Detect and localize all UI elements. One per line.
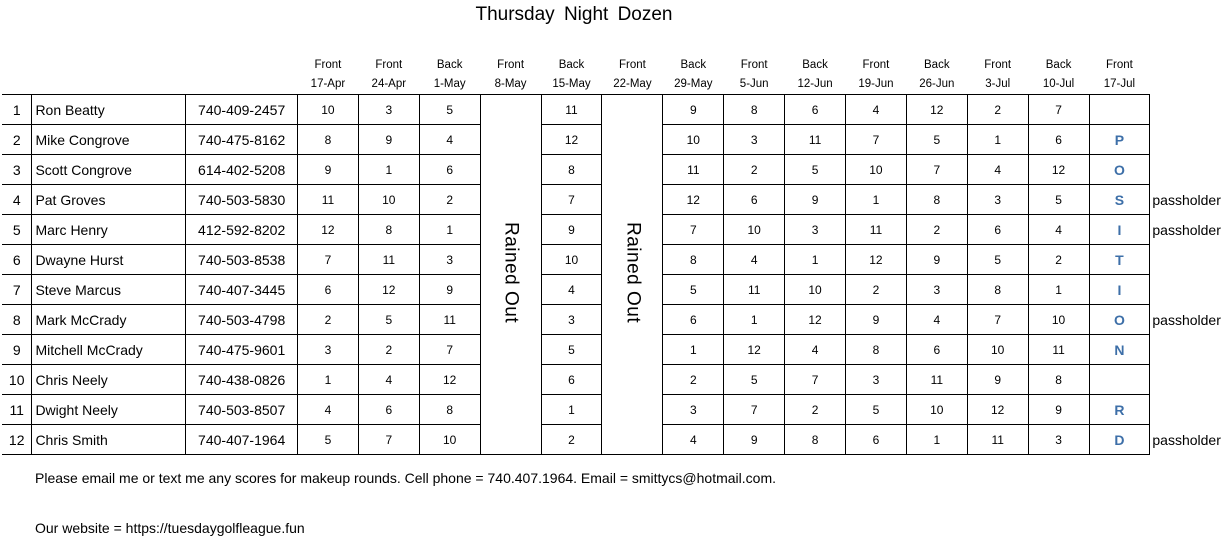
- score-cell: 1: [298, 365, 359, 395]
- score-cell: 3: [906, 275, 967, 305]
- player-number: 5: [2, 215, 32, 245]
- score-cell: 8: [541, 155, 602, 185]
- score-cell: 12: [663, 185, 724, 215]
- score-cell: 12: [785, 305, 846, 335]
- position-letter: I: [1089, 215, 1150, 245]
- score-cell: 10: [663, 125, 724, 155]
- passholder-note: [1150, 275, 1224, 305]
- week-nine: Front: [984, 59, 1012, 71]
- score-cell: 2: [724, 155, 785, 185]
- passholder-note: passholder: [1152, 191, 1221, 208]
- score-cell: 4: [967, 155, 1028, 185]
- score-cell: 9: [724, 425, 785, 455]
- score-cell: 7: [967, 305, 1028, 335]
- score-cell: 1: [663, 335, 724, 365]
- score-cell: 3: [663, 395, 724, 425]
- score-cell: 3: [541, 305, 602, 335]
- player-phone: 740-409-2457: [186, 95, 298, 125]
- position-letter: S: [1089, 185, 1150, 215]
- player-phone: 740-475-9601: [186, 335, 298, 365]
- score-cell: 10: [541, 245, 602, 275]
- week-nine: Back: [924, 59, 950, 71]
- position-letter: T: [1089, 245, 1150, 275]
- score-cell: 6: [419, 155, 480, 185]
- score-cell: 10: [298, 95, 359, 125]
- score-cell: 7: [541, 185, 602, 215]
- player-name: Mike Congrove: [32, 125, 186, 155]
- week-header: [724, 56, 785, 95]
- rained-out-cell: [480, 95, 541, 455]
- score-cell: 9: [358, 125, 419, 155]
- week-date: 12-Jun: [797, 78, 833, 90]
- player-name: Pat Groves: [32, 185, 186, 215]
- score-cell: 1: [541, 395, 602, 425]
- player-phone: 740-407-3445: [186, 275, 298, 305]
- score-cell: 12: [846, 245, 907, 275]
- score-cell: 9: [785, 185, 846, 215]
- score-cell: 7: [906, 155, 967, 185]
- week-nine: Front: [375, 59, 403, 71]
- week-date: 29-May: [674, 78, 713, 90]
- score-cell: 4: [541, 275, 602, 305]
- score-cell: 1: [906, 425, 967, 455]
- score-cell: 8: [906, 185, 967, 215]
- score-cell: 10: [967, 335, 1028, 365]
- score-cell: 5: [541, 335, 602, 365]
- score-cell: 12: [1028, 155, 1089, 185]
- score-cell: 10: [785, 275, 846, 305]
- score-cell: 7: [785, 365, 846, 395]
- position-letter: O: [1089, 155, 1150, 185]
- player-number: 1: [2, 95, 32, 125]
- week-header: [1028, 56, 1089, 95]
- score-cell: 2: [541, 425, 602, 455]
- score-cell: 4: [358, 365, 419, 395]
- score-cell: 3: [785, 215, 846, 245]
- score-cell: 2: [358, 335, 419, 365]
- week-date: 22-May: [613, 78, 652, 90]
- score-cell: 11: [419, 305, 480, 335]
- score-cell: 3: [358, 95, 419, 125]
- week-date: 19-Jun: [858, 78, 894, 90]
- week-date: 17-Apr: [310, 78, 346, 90]
- rained-out-label: Rained Out: [622, 222, 644, 324]
- week-header: [846, 56, 907, 95]
- week-date: 10-Jul: [1042, 78, 1075, 90]
- score-cell: 1: [419, 215, 480, 245]
- score-cell: 10: [1028, 305, 1089, 335]
- score-cell: 5: [419, 95, 480, 125]
- player-number: 9: [2, 335, 32, 365]
- score-cell: 11: [298, 185, 359, 215]
- week-nine: Back: [680, 59, 707, 71]
- rained-out-label: Rained Out: [500, 222, 522, 324]
- player-phone: 740-503-4798: [186, 305, 298, 335]
- score-cell: 7: [846, 125, 907, 155]
- position-letter: [1089, 95, 1150, 125]
- passholder-note: [1150, 245, 1224, 275]
- score-cell: 9: [1028, 395, 1089, 425]
- week-header: [541, 56, 602, 95]
- player-number: 3: [2, 155, 32, 185]
- passholder-note: [1150, 365, 1224, 395]
- score-cell: 4: [663, 425, 724, 455]
- player-row: [2, 95, 1224, 125]
- score-cell: 11: [724, 275, 785, 305]
- week-nine: Front: [618, 59, 646, 71]
- score-cell: 1: [724, 305, 785, 335]
- player-name: Ron Beatty: [32, 95, 186, 125]
- website-note: Our website = https://tuesdaygolfleague.fun: [35, 520, 305, 536]
- score-cell: 8: [358, 215, 419, 245]
- week-nine: Front: [1106, 59, 1133, 71]
- week-date: 17-Jul: [1103, 78, 1136, 90]
- player-phone: 740-503-5830: [186, 185, 298, 215]
- passholder-note: passholder: [1152, 311, 1221, 328]
- score-cell: 4: [785, 335, 846, 365]
- score-cell: 12: [541, 125, 602, 155]
- player-phone: 412-592-8202: [186, 215, 298, 245]
- score-cell: 2: [785, 395, 846, 425]
- week-header: [967, 56, 1028, 95]
- player-name: Mitchell McCrady: [32, 335, 186, 365]
- score-cell: 1: [358, 155, 419, 185]
- score-cell: 6: [1028, 125, 1089, 155]
- player-phone: 740-503-8507: [186, 395, 298, 425]
- score-cell: 8: [785, 425, 846, 455]
- score-cell: 5: [906, 125, 967, 155]
- position-letter: P: [1089, 125, 1150, 155]
- player-phone: 740-475-8162: [186, 125, 298, 155]
- page-title: Thursday Night Dozen: [475, 4, 673, 25]
- score-cell: 4: [1028, 215, 1089, 245]
- week-header: [358, 56, 419, 95]
- score-cell: 6: [298, 275, 359, 305]
- rained-out-cell: [602, 95, 663, 455]
- score-cell: 4: [724, 245, 785, 275]
- player-number: 4: [2, 185, 32, 215]
- score-cell: 5: [724, 365, 785, 395]
- score-cell: 7: [663, 215, 724, 245]
- player-name: Dwayne Hurst: [32, 245, 186, 275]
- score-cell: 4: [298, 395, 359, 425]
- score-cell: 9: [906, 245, 967, 275]
- contact-note: Please email me or text me any scores for makeup rounds. Cell phone = 740.407.1964. Email = smittycs@hotmail.com.: [35, 470, 777, 486]
- score-cell: 9: [298, 155, 359, 185]
- score-cell: 3: [419, 245, 480, 275]
- score-cell: 12: [967, 395, 1028, 425]
- score-cell: 4: [906, 305, 967, 335]
- week-nine: Back: [558, 59, 585, 71]
- week-header: [906, 56, 967, 95]
- position-letter: [1089, 365, 1150, 395]
- player-number: 7: [2, 275, 32, 305]
- score-cell: 11: [541, 95, 602, 125]
- header-row: [2, 56, 1224, 95]
- score-cell: 11: [967, 425, 1028, 455]
- week-date: 26-Jun: [919, 78, 955, 90]
- score-cell: 12: [358, 275, 419, 305]
- score-cell: 12: [724, 335, 785, 365]
- score-cell: 12: [906, 95, 967, 125]
- player-name: Chris Neely: [32, 365, 186, 395]
- score-cell: 6: [846, 425, 907, 455]
- score-cell: 11: [846, 215, 907, 245]
- score-cell: 12: [419, 365, 480, 395]
- player-number: 10: [2, 365, 32, 395]
- score-cell: 3: [967, 185, 1028, 215]
- score-cell: 7: [358, 425, 419, 455]
- score-cell: 9: [967, 365, 1028, 395]
- week-header: [480, 56, 541, 95]
- score-cell: 1: [1028, 275, 1089, 305]
- week-date: 24-Apr: [371, 78, 407, 90]
- schedule-table: [2, 56, 1224, 455]
- score-cell: 7: [1028, 95, 1089, 125]
- score-cell: 11: [785, 125, 846, 155]
- score-cell: 6: [906, 335, 967, 365]
- week-nine: Front: [497, 59, 525, 71]
- score-cell: 5: [785, 155, 846, 185]
- score-cell: 7: [419, 335, 480, 365]
- score-cell: 8: [1028, 365, 1089, 395]
- week-header: [663, 56, 724, 95]
- score-cell: 10: [419, 425, 480, 455]
- score-cell: 6: [358, 395, 419, 425]
- score-cell: 2: [663, 365, 724, 395]
- score-cell: 3: [846, 365, 907, 395]
- score-cell: 2: [846, 275, 907, 305]
- score-cell: 7: [298, 245, 359, 275]
- score-cell: 1: [785, 245, 846, 275]
- player-name: Scott Congrove: [32, 155, 186, 185]
- score-cell: 6: [663, 305, 724, 335]
- score-cell: 8: [846, 335, 907, 365]
- player-number: 6: [2, 245, 32, 275]
- score-cell: 4: [846, 95, 907, 125]
- player-phone: 740-503-8538: [186, 245, 298, 275]
- score-cell: 8: [298, 125, 359, 155]
- week-nine: Back: [436, 59, 463, 71]
- score-cell: 2: [1028, 245, 1089, 275]
- score-cell: 11: [358, 245, 419, 275]
- week-header: [1089, 56, 1150, 95]
- score-cell: 2: [419, 185, 480, 215]
- week-nine: Back: [1045, 59, 1072, 71]
- score-cell: 5: [358, 305, 419, 335]
- week-nine: Front: [740, 59, 768, 71]
- player-name: Steve Marcus: [32, 275, 186, 305]
- week-date: 5-Jun: [739, 78, 769, 90]
- player-name: Mark McCrady: [32, 305, 186, 335]
- player-phone: 740-407-1964: [186, 425, 298, 455]
- week-header: [298, 56, 359, 95]
- week-date: 15-May: [552, 78, 591, 90]
- week-header: [419, 56, 480, 95]
- position-letter: O: [1089, 305, 1150, 335]
- score-cell: 1: [846, 185, 907, 215]
- player-phone: 614-402-5208: [186, 155, 298, 185]
- score-cell: 12: [298, 215, 359, 245]
- score-cell: 6: [541, 365, 602, 395]
- week-nine: Front: [314, 59, 342, 71]
- score-cell: 6: [724, 185, 785, 215]
- passholder-note: [1150, 335, 1224, 365]
- passholder-note: [1150, 95, 1224, 125]
- player-name: Marc Henry: [32, 215, 186, 245]
- score-cell: 10: [846, 155, 907, 185]
- score-cell: 5: [663, 275, 724, 305]
- score-cell: 11: [906, 365, 967, 395]
- score-cell: 10: [906, 395, 967, 425]
- score-cell: 11: [663, 155, 724, 185]
- score-cell: 4: [419, 125, 480, 155]
- score-cell: 9: [663, 95, 724, 125]
- week-header: [785, 56, 846, 95]
- player-number: 12: [2, 425, 32, 455]
- week-date: 1-May: [433, 78, 466, 90]
- player-phone: 740-438-0826: [186, 365, 298, 395]
- score-cell: 6: [967, 215, 1028, 245]
- score-cell: 3: [1028, 425, 1089, 455]
- score-cell: 3: [298, 335, 359, 365]
- score-cell: 9: [541, 215, 602, 245]
- score-cell: 11: [1028, 335, 1089, 365]
- score-cell: 8: [967, 275, 1028, 305]
- score-cell: 2: [906, 215, 967, 245]
- score-cell: 6: [785, 95, 846, 125]
- score-cell: 5: [1028, 185, 1089, 215]
- score-cell: 9: [419, 275, 480, 305]
- position-letter: I: [1089, 275, 1150, 305]
- score-cell: 8: [724, 95, 785, 125]
- passholder-note: [1150, 155, 1224, 185]
- week-nine: Back: [802, 59, 828, 71]
- score-cell: 1: [967, 125, 1028, 155]
- score-cell: 9: [846, 305, 907, 335]
- score-cell: 7: [724, 395, 785, 425]
- score-cell: 8: [419, 395, 480, 425]
- passholder-note: [1150, 395, 1224, 425]
- week-header: [602, 56, 663, 95]
- score-cell: 8: [663, 245, 724, 275]
- week-date: 3-Jul: [985, 78, 1011, 90]
- score-cell: 10: [358, 185, 419, 215]
- position-letter: R: [1089, 395, 1150, 425]
- position-letter: N: [1089, 335, 1150, 365]
- score-cell: 5: [298, 425, 359, 455]
- score-cell: 5: [846, 395, 907, 425]
- score-cell: 2: [298, 305, 359, 335]
- passholder-note: passholder: [1152, 221, 1221, 238]
- position-letter: D: [1089, 425, 1150, 455]
- score-cell: 10: [724, 215, 785, 245]
- player-number: 8: [2, 305, 32, 335]
- passholder-note: [1150, 125, 1224, 155]
- player-number: 2: [2, 125, 32, 155]
- score-cell: 3: [724, 125, 785, 155]
- player-number: 11: [2, 395, 32, 425]
- player-name: Chris Smith: [32, 425, 186, 455]
- passholder-note: passholder: [1152, 431, 1221, 448]
- score-cell: 2: [967, 95, 1028, 125]
- player-name: Dwight Neely: [32, 395, 186, 425]
- week-date: 8-May: [494, 78, 527, 90]
- week-nine: Front: [862, 59, 890, 71]
- score-cell: 5: [967, 245, 1028, 275]
